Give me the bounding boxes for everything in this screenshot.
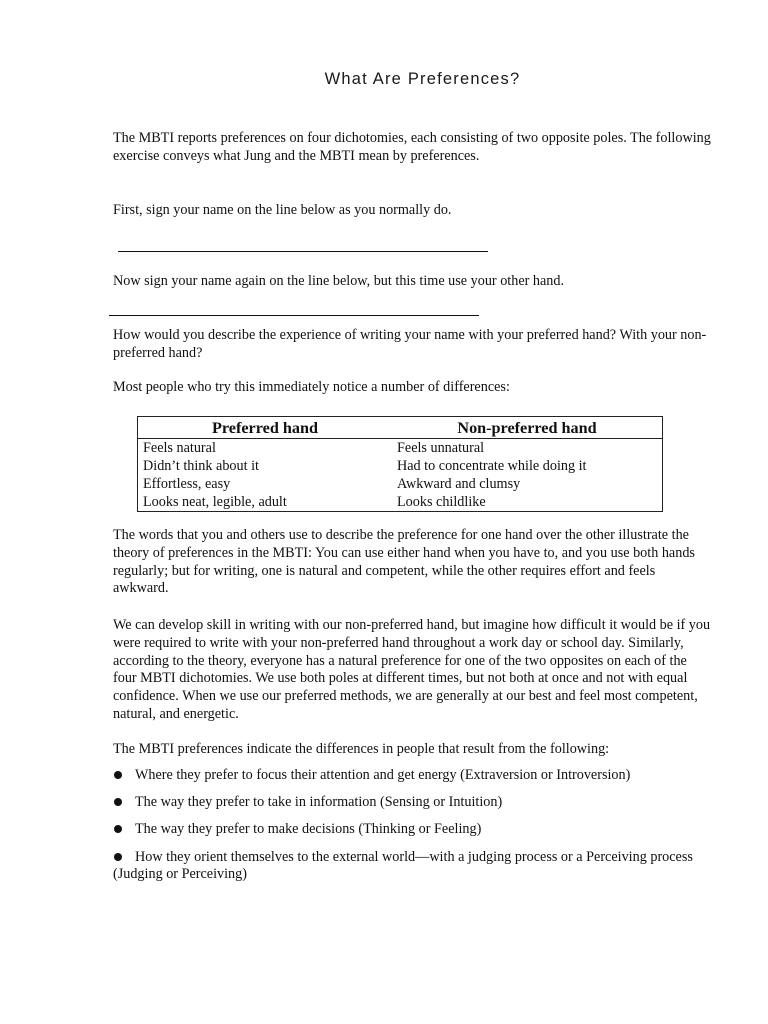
table-row (138, 439, 663, 458)
table-cell: Looks childlike (397, 494, 486, 510)
bullet-icon (114, 798, 122, 806)
table-cell: Feels unnatural (397, 440, 485, 456)
list-item-text: Where they prefer to focus their attention and get energy (Extraversion or Introversion) (135, 767, 631, 783)
column-header-preferred: Preferred hand (138, 417, 393, 439)
table-cell: Effortless, easy (143, 476, 231, 492)
list-item (113, 794, 713, 812)
intro-paragraph: The MBTI reports preferences on four dichotomies, each consisting of two opposite poles. The following exercise conveys what Jung and the MBTI mean by preferences. (113, 130, 711, 164)
bullet-icon (114, 771, 122, 779)
column-header-non-preferred: Non-preferred hand (392, 417, 663, 439)
table-row (138, 493, 663, 512)
table-cell: Had to concentrate while doing it (397, 458, 587, 474)
table-cell: Looks neat, legible, adult (143, 494, 287, 510)
list-intro-paragraph: The MBTI preferences indicate the differences in people that result from the following: (113, 741, 610, 757)
sign-first-instruction: First, sign your name on the line below as you normally do. (113, 202, 452, 218)
table-row (138, 457, 663, 475)
notice-paragraph: Most people who try this immediately notice a number of differences: (113, 379, 510, 395)
list-item-text: The way they prefer to take in information (Sensing or Intuition) (135, 794, 503, 811)
page-title: What Are Preferences? (324, 70, 521, 88)
list-item (113, 767, 713, 785)
signature-line-preferred (118, 251, 488, 252)
list-item-text: How they orient themselves to the external world—with a judging process or a Perceiving process (Judging or Perceiving) (113, 848, 693, 883)
list-item-text: The way they prefer to make decisions (Thinking or Feeling) (135, 821, 482, 838)
bullet-icon (114, 853, 122, 861)
sign-second-instruction: Now sign your name again on the line below, but this time use your other hand. (113, 273, 565, 289)
bullet-icon (114, 825, 122, 833)
list-item (113, 821, 713, 839)
table-cell: Awkward and clumsy (397, 476, 521, 492)
theory-paragraph: The words that you and others use to describe the preference for one hand over the other illustrate the theory of preferences in the MBTI: You can use either hand when you have to, and you use both hands regularly; but for writing, one is natural and competent, while the other requires effort and feels awkward. (113, 527, 695, 597)
table-cell: Didn’t think about it (143, 458, 259, 474)
table-row (138, 475, 663, 493)
question-paragraph: How would you describe the experience of writing your name with your preferred hand? With your non-preferred hand? (113, 327, 707, 361)
hand-differences-table (137, 416, 663, 512)
preferences-bullet-list (113, 767, 713, 894)
signature-line-non-preferred (109, 315, 479, 316)
skill-paragraph: We can develop skill in writing with our non-preferred hand, but imagine how difficult it would be if you were required to write with your non-preferred hand throughout a work day or school day. Similarly, according to the theory, everyone has a natural preference for one of the two opposites on each of the four MBTI dichotomies. We use both poles at different times, but not both at once and not with equal confidence. When we use our preferred methods, we are generally at our best and feel most competent, natural, and energetic. (113, 617, 711, 722)
list-item (113, 849, 713, 885)
table-cell: Feels natural (143, 440, 216, 456)
table-header-row (138, 417, 663, 439)
